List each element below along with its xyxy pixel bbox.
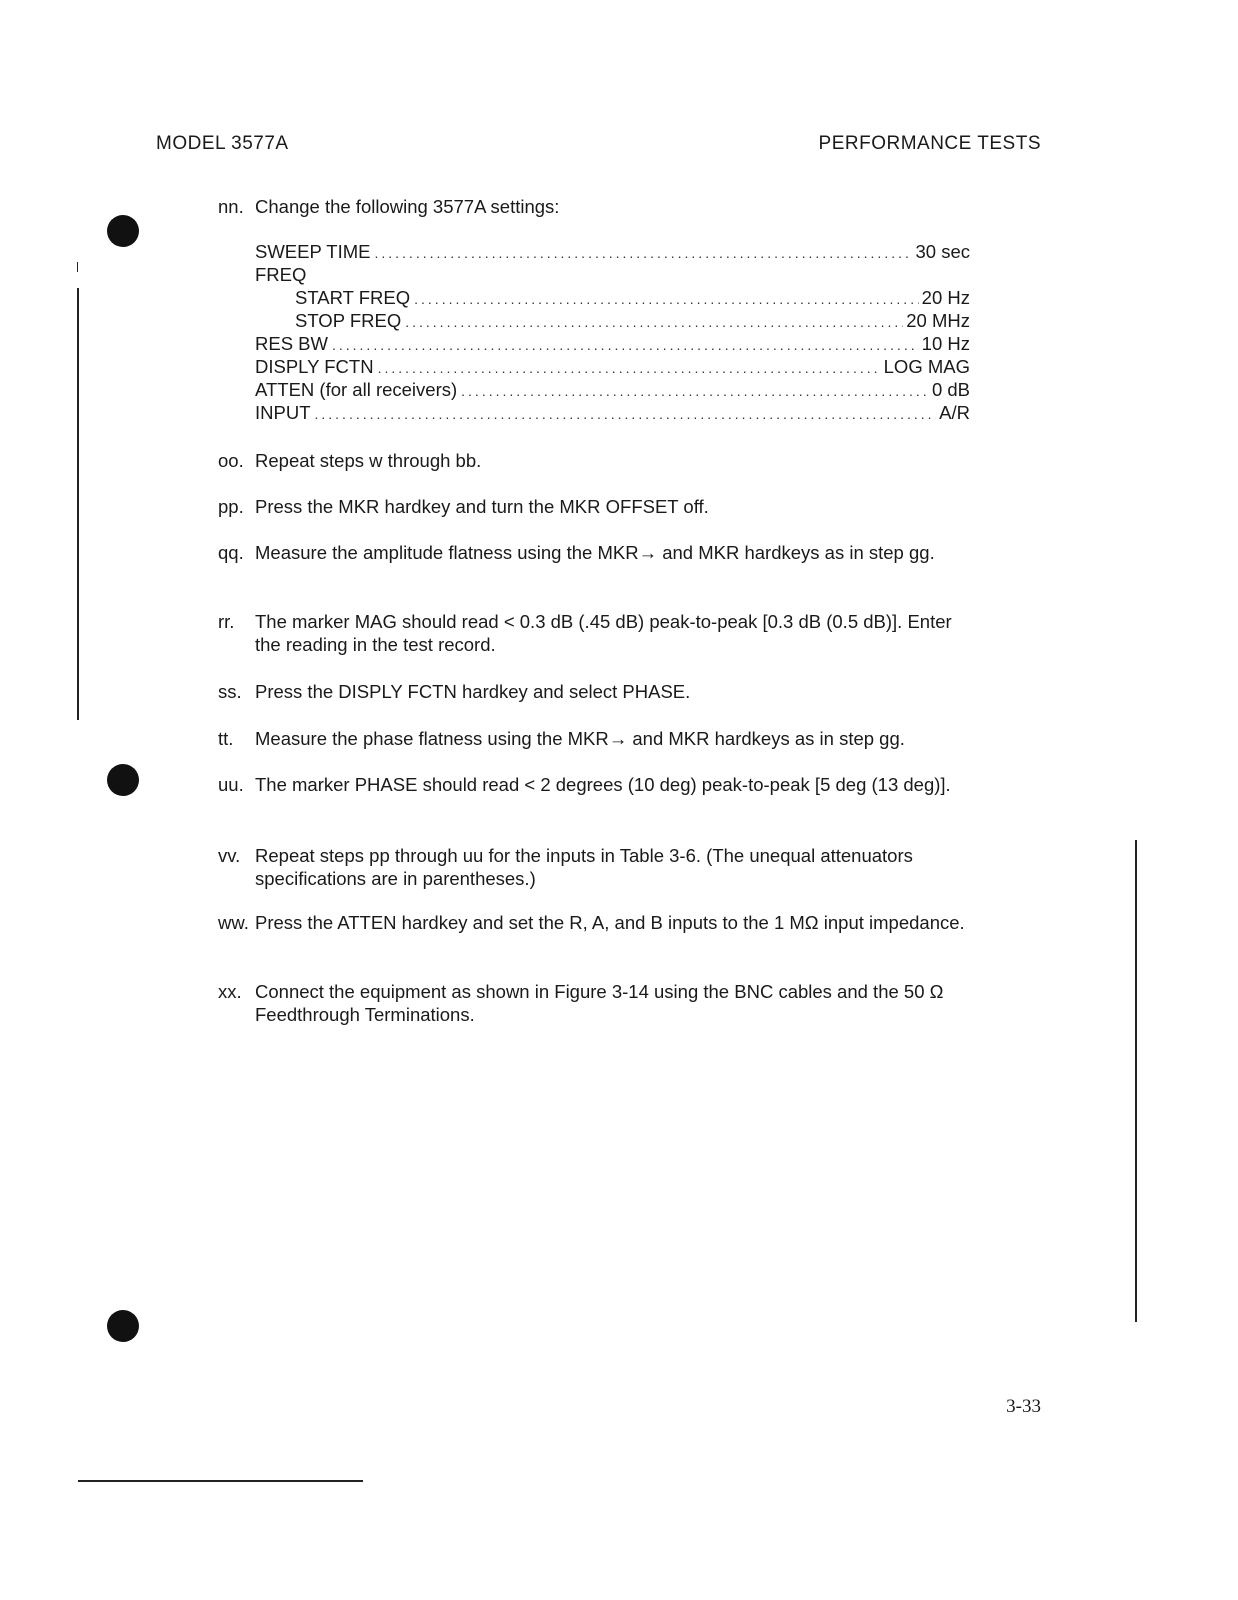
binder-hole-bottom — [107, 1310, 139, 1342]
setting-stop-freq — [255, 309, 970, 332]
step-text: Measure the amplitude flatness using the MKR→ and MKR hardkeys as in step gg. — [255, 542, 935, 563]
setting-value: A/R — [939, 402, 970, 423]
binder-hole-top — [107, 215, 139, 247]
setting-value: 30 sec — [915, 241, 970, 262]
setting-value: 20 Hz — [921, 287, 970, 308]
setting-sweep-time — [255, 240, 970, 263]
setting-atten — [255, 378, 970, 401]
footer-rule — [78, 1480, 363, 1482]
step-text: Repeat steps pp through uu for the inputs in Table 3-6. (The unequal attenuators specifications are in parentheses.) — [255, 845, 913, 889]
settings-list — [255, 240, 970, 424]
step-text: Change the following 3577A settings: — [255, 196, 560, 217]
change-bar-left — [77, 288, 79, 720]
step-label: rr. — [218, 611, 235, 632]
setting-start-freq — [255, 286, 970, 309]
step-ww — [218, 911, 978, 934]
step-text: The marker MAG should read < 0.3 dB (.45 dB) peak-to-peak [0.3 dB (0.5 dB)]. Enter the reading in the test record. — [255, 611, 952, 655]
header-model: MODEL 3577A — [156, 133, 289, 154]
step-label: ww. — [218, 912, 249, 933]
leader-dots — [405, 311, 903, 334]
step-label: tt. — [218, 728, 234, 749]
setting-input — [255, 401, 970, 424]
step-label: xx. — [218, 981, 242, 1002]
step-text: Measure the phase flatness using the MKR→ and MKR hardkeys as in step gg. — [255, 728, 905, 749]
setting-value: 20 MHz — [906, 310, 970, 331]
setting-name: INPUT — [255, 402, 311, 423]
step-text: The marker PHASE should read < 2 degrees (10 deg) peak-to-peak [5 deg (13 deg)]. — [255, 774, 951, 795]
step-label: nn. — [218, 196, 244, 217]
step-label: oo. — [218, 450, 244, 471]
setting-name: DISPLY FCTN — [255, 356, 374, 377]
setting-freq-group — [255, 263, 970, 286]
setting-name: SWEEP TIME — [255, 241, 371, 262]
leader-dots — [378, 357, 881, 380]
step-xx — [218, 980, 978, 1026]
step-text: Connect the equipment as shown in Figure 3-14 using the BNC cables and the 50 Ω Feedthrough Terminations. — [255, 981, 944, 1025]
setting-name: FREQ — [255, 264, 307, 285]
setting-name: START FREQ — [295, 287, 411, 308]
setting-value: 0 dB — [931, 379, 970, 400]
setting-value: LOG MAG — [883, 356, 970, 377]
binder-hole-middle — [107, 764, 139, 796]
step-text: Press the ATTEN hardkey and set the R, A, and B inputs to the 1 MΩ input impedance. — [255, 912, 965, 933]
setting-disply-fctn — [255, 355, 970, 378]
step-text: Repeat steps w through bb. — [255, 450, 482, 471]
leader-dots — [332, 334, 919, 357]
page-number: 3-33 — [1006, 1396, 1041, 1417]
step-ss — [218, 680, 978, 703]
step-label: uu. — [218, 774, 244, 795]
change-bar-right — [1135, 840, 1137, 1322]
header-section: PERFORMANCE TESTS — [818, 133, 1041, 154]
step-label: vv. — [218, 845, 241, 866]
step-text: Press the DISPLY FCTN hardkey and select PHASE. — [255, 681, 691, 702]
leader-dots — [315, 403, 937, 426]
step-label: ss. — [218, 681, 242, 702]
step-label: pp. — [218, 496, 244, 517]
setting-name: ATTEN (for all receivers) — [255, 379, 458, 400]
step-oo — [218, 449, 978, 472]
leader-dots — [461, 380, 929, 403]
step-qq — [218, 541, 978, 564]
step-uu — [218, 773, 978, 796]
step-rr — [218, 610, 978, 656]
change-bar-left-top — [77, 262, 78, 272]
setting-name: STOP FREQ — [295, 310, 402, 331]
setting-name: RES BW — [255, 333, 328, 354]
leader-dots — [414, 288, 919, 311]
setting-res-bw — [255, 332, 970, 355]
step-tt — [218, 727, 978, 750]
setting-value: 10 Hz — [921, 333, 970, 354]
step-vv — [218, 844, 978, 890]
step-nn — [218, 195, 978, 218]
leader-dots — [374, 242, 912, 265]
step-pp — [218, 495, 978, 518]
step-text: Press the MKR hardkey and turn the MKR OFFSET off. — [255, 496, 709, 517]
step-label: qq. — [218, 542, 244, 563]
